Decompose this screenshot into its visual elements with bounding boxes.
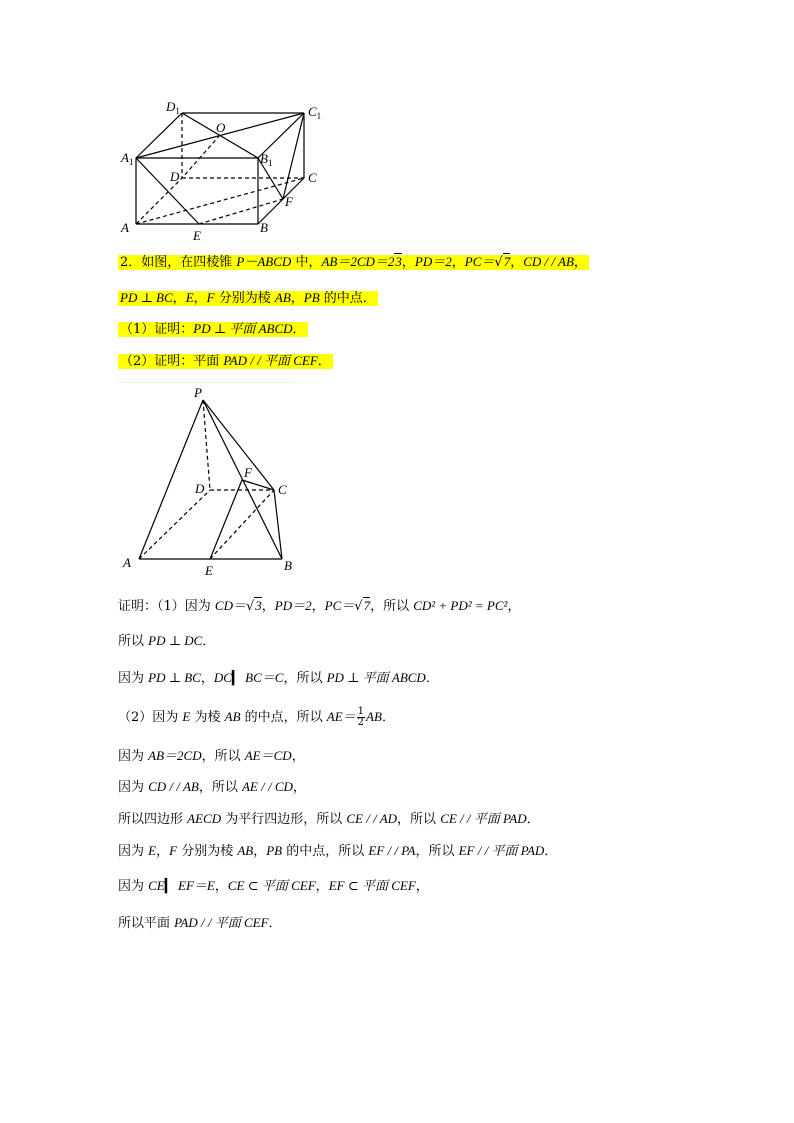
- given-ab-sqrt: 3: [395, 254, 402, 269]
- proof-line-9: [118, 875, 429, 898]
- text-midpoints: 分别为棱: [214, 291, 275, 306]
- question-1: [118, 318, 308, 341]
- label-d: D: [170, 169, 180, 184]
- sep: ，: [214, 879, 228, 894]
- label-f: F: [285, 194, 293, 209]
- proof-6-prefix: 因为: [118, 780, 149, 795]
- proof-line-6: [118, 776, 306, 799]
- proof-8-midpoints: 分别为棱: [177, 844, 238, 859]
- seg-c1-f: [283, 113, 304, 199]
- sep: ，: [172, 291, 186, 306]
- proof-ef-par-plane: EF / / 平面 PAD: [458, 843, 545, 858]
- proof-4-so: 的中点，所以: [240, 710, 327, 725]
- sep: ，: [573, 255, 587, 270]
- proof-7-parallelogram: 为平行四边形，所以: [221, 812, 347, 827]
- sep: ，: [315, 879, 329, 894]
- proof-3-end: ．: [425, 671, 439, 686]
- given-ab: AB＝2CD＝2: [321, 254, 395, 269]
- text-midpoint-end: 的中点．: [319, 291, 376, 306]
- proof-8-so: 的中点，所以: [282, 844, 369, 859]
- proof-ef-par-pa: EF / / PA: [368, 843, 416, 858]
- proof-8-pb: PB: [266, 843, 283, 858]
- label-c: C: [278, 482, 287, 497]
- problem-number: 2: [120, 255, 129, 270]
- problem-line-1: [118, 251, 589, 274]
- divider: [118, 382, 294, 383]
- proof-ce-par-plane: CE / / 平面 PAD: [440, 811, 527, 826]
- label-b: B: [284, 558, 292, 573]
- proof-3-prefix: 因为: [118, 671, 149, 686]
- label-b1: $B_1$: [260, 151, 273, 168]
- proof-pd-perp-bc: PD ⊥ BC: [148, 670, 201, 685]
- label-a: A: [123, 555, 131, 570]
- proof-ab-2cd: AB＝2CD: [148, 748, 202, 763]
- edge-a-d: [139, 490, 210, 559]
- problem-intro-mid: 中，: [291, 255, 322, 270]
- given-perp: PD ⊥ BC: [120, 290, 173, 305]
- sep: ，: [200, 671, 214, 686]
- proof-7-prefix: 所以四边形: [118, 812, 188, 827]
- proof-8-f: F: [169, 843, 178, 858]
- proof-6-so: ，所以: [198, 780, 242, 795]
- sep: ，: [253, 844, 267, 859]
- sep: ，: [401, 255, 415, 270]
- proof-10-prefix: 所以平面: [118, 916, 175, 931]
- proof-1-end: ，: [507, 599, 521, 614]
- question-1-highlight: [118, 322, 308, 337]
- given-parallel: CD / / AB: [523, 254, 574, 269]
- proof-ef-in-plane: EF ⊂ 平面 CEF: [328, 878, 416, 893]
- seg-e-f: [210, 480, 242, 559]
- label-e: E: [193, 228, 201, 243]
- proof-5-so: ，所以: [201, 749, 245, 764]
- problem-line-2: [118, 287, 378, 310]
- proof-6-end: ，: [292, 780, 306, 795]
- label-c: C: [308, 170, 317, 185]
- proof-ae: AE＝: [326, 709, 356, 724]
- fraction-half: [357, 707, 365, 728]
- sep: ，: [261, 599, 275, 614]
- proof-5-prefix: 因为: [118, 749, 149, 764]
- question-1-prefix: （1）证明：: [120, 322, 194, 337]
- label-d1: $D_1$: [166, 99, 180, 116]
- problem-line-2-highlight: [118, 291, 378, 306]
- proof-line-4: [118, 706, 395, 729]
- fraction-denominator: 2: [357, 717, 365, 728]
- proof-3-so: ，所以: [283, 671, 327, 686]
- proof-4-prefix: （2）因为: [118, 710, 183, 725]
- proof-ab: AB: [224, 709, 241, 724]
- proof-line-5: [118, 745, 305, 768]
- sep: ，: [290, 291, 304, 306]
- label-a1: $A_1$: [121, 150, 134, 167]
- point-f: F: [206, 290, 215, 305]
- question-2-statement: PAD / / 平面 CEF: [223, 353, 318, 368]
- proof-pc: PC＝: [324, 598, 355, 613]
- proof-ce-in-plane: CE ⊂ 平面 CEF: [227, 878, 316, 893]
- proof-cd-sqrt: 3: [255, 598, 262, 613]
- proof-line-7: [118, 808, 540, 831]
- point-e: E: [185, 290, 194, 305]
- proof-9-prefix: 因为: [118, 879, 149, 894]
- proof-line-8: [118, 840, 557, 863]
- fraction-numerator: 1: [357, 706, 365, 717]
- proof-4-end: ．: [381, 710, 395, 725]
- question-1-end: ．: [292, 322, 306, 337]
- proof-8-prefix: 因为: [118, 844, 149, 859]
- proof-line-10: [118, 912, 282, 935]
- problem-intro: ．如图，在四棱锥: [128, 255, 237, 270]
- question-1-statement: PD ⊥ 平面 ABCD: [193, 321, 293, 336]
- prism-figure: [118, 96, 338, 246]
- sep: ，: [193, 291, 207, 306]
- given-pc-sqrt: 7: [503, 254, 511, 269]
- question-2-prefix: （2）证明：平面: [120, 354, 224, 369]
- proof-e: E: [182, 709, 191, 724]
- proof-pythagoras: CD² + PD² = PC²: [413, 598, 508, 613]
- question-2: [118, 350, 333, 373]
- seg-a1-e: [136, 158, 199, 224]
- edge-p-a: [139, 400, 203, 559]
- proof-ae-cd: AE＝CD: [244, 748, 292, 763]
- proof-cd: CD＝: [214, 598, 246, 613]
- edge-p-c: [203, 400, 274, 490]
- proof-cd-par-ab: CD / / AB: [148, 779, 199, 794]
- proof-ce-par-ad: CE / / AD: [346, 811, 398, 826]
- proof-pd-perp-dc: PD ⊥ DC: [148, 633, 203, 648]
- proof-8-ab: AB: [237, 843, 254, 858]
- label-d: D: [195, 481, 205, 496]
- proof-aecd: AECD: [187, 811, 222, 826]
- edge-pb: PB: [303, 290, 320, 305]
- pyramid-name: P－ABCD: [236, 254, 292, 269]
- label-o: O: [216, 120, 226, 135]
- proof-7-so: ，所以: [397, 812, 441, 827]
- sep: ，: [451, 255, 465, 270]
- proof-pd: PD＝2: [274, 598, 312, 613]
- intersect-symbol: ▎: [231, 671, 242, 686]
- edge-p-b: [203, 400, 282, 559]
- proof-1-so: ，所以: [370, 599, 414, 614]
- edge-c-b: [274, 490, 282, 559]
- label-b: B: [260, 220, 268, 235]
- proof-pd-perp-plane: PD ⊥ 平面 ABCD: [326, 670, 426, 685]
- proof-8-end: ．: [544, 844, 558, 859]
- edge-p-d: [203, 400, 210, 490]
- question-2-highlight: [118, 354, 333, 369]
- sep: ，: [510, 255, 524, 270]
- proof-10-end: ．: [268, 916, 282, 931]
- proof-8-e: E: [148, 843, 157, 858]
- proof-9-end: ，: [415, 879, 429, 894]
- proof-conclusion: PAD / / 平面 CEF: [174, 915, 269, 930]
- pyramid-figure: [118, 384, 308, 579]
- problem-line-1-highlight: 2．如图，在四棱锥 P－ABCD 中，AB＝2CD＝23，PD＝2，PC＝√7，CD / / AB，: [120, 254, 587, 270]
- proof-line-3: [118, 667, 439, 690]
- proof-ef-e: EF＝E: [174, 878, 215, 893]
- proof-7-end: ．: [526, 812, 540, 827]
- label-a: A: [121, 220, 129, 235]
- proof-4-is-edge: 为棱: [190, 710, 225, 725]
- label-p: P: [194, 385, 202, 400]
- label-e: E: [205, 563, 213, 578]
- label-c1: $C_1$: [308, 104, 322, 121]
- intersect-symbol: ▎: [164, 879, 175, 894]
- proof-2-end: ．: [202, 634, 216, 649]
- given-pc: PC＝: [464, 254, 495, 269]
- proof-2-prefix: 所以: [118, 634, 149, 649]
- proof-bc-c: BC＝C: [241, 670, 284, 685]
- proof-ab-2: AB: [366, 709, 382, 724]
- sep: ，: [311, 599, 325, 614]
- edge-ab: AB: [274, 290, 291, 305]
- seg-o-d: [182, 135, 220, 178]
- label-f: F: [244, 465, 252, 480]
- given-pd: PD＝2: [414, 254, 452, 269]
- proof-line-2: [118, 630, 215, 653]
- proof-ae-par-cd: AE / / CD: [241, 779, 293, 794]
- sep: ，: [156, 844, 170, 859]
- proof-9-ce: CE: [148, 878, 165, 893]
- proof-pc-sqrt: 7: [363, 598, 371, 613]
- question-2-end: ．: [317, 354, 331, 369]
- proof-8-so-2: ，所以: [415, 844, 459, 859]
- proof-dc: DC: [213, 670, 232, 685]
- proof-1-prefix: 证明：（1）因为: [118, 599, 215, 614]
- proof-5-end: ，: [291, 749, 305, 764]
- proof-line-1: 证明：（1）因为 CD＝√3，PD＝2，PC＝√7，所以 CD² + PD² = PC²，: [118, 598, 521, 614]
